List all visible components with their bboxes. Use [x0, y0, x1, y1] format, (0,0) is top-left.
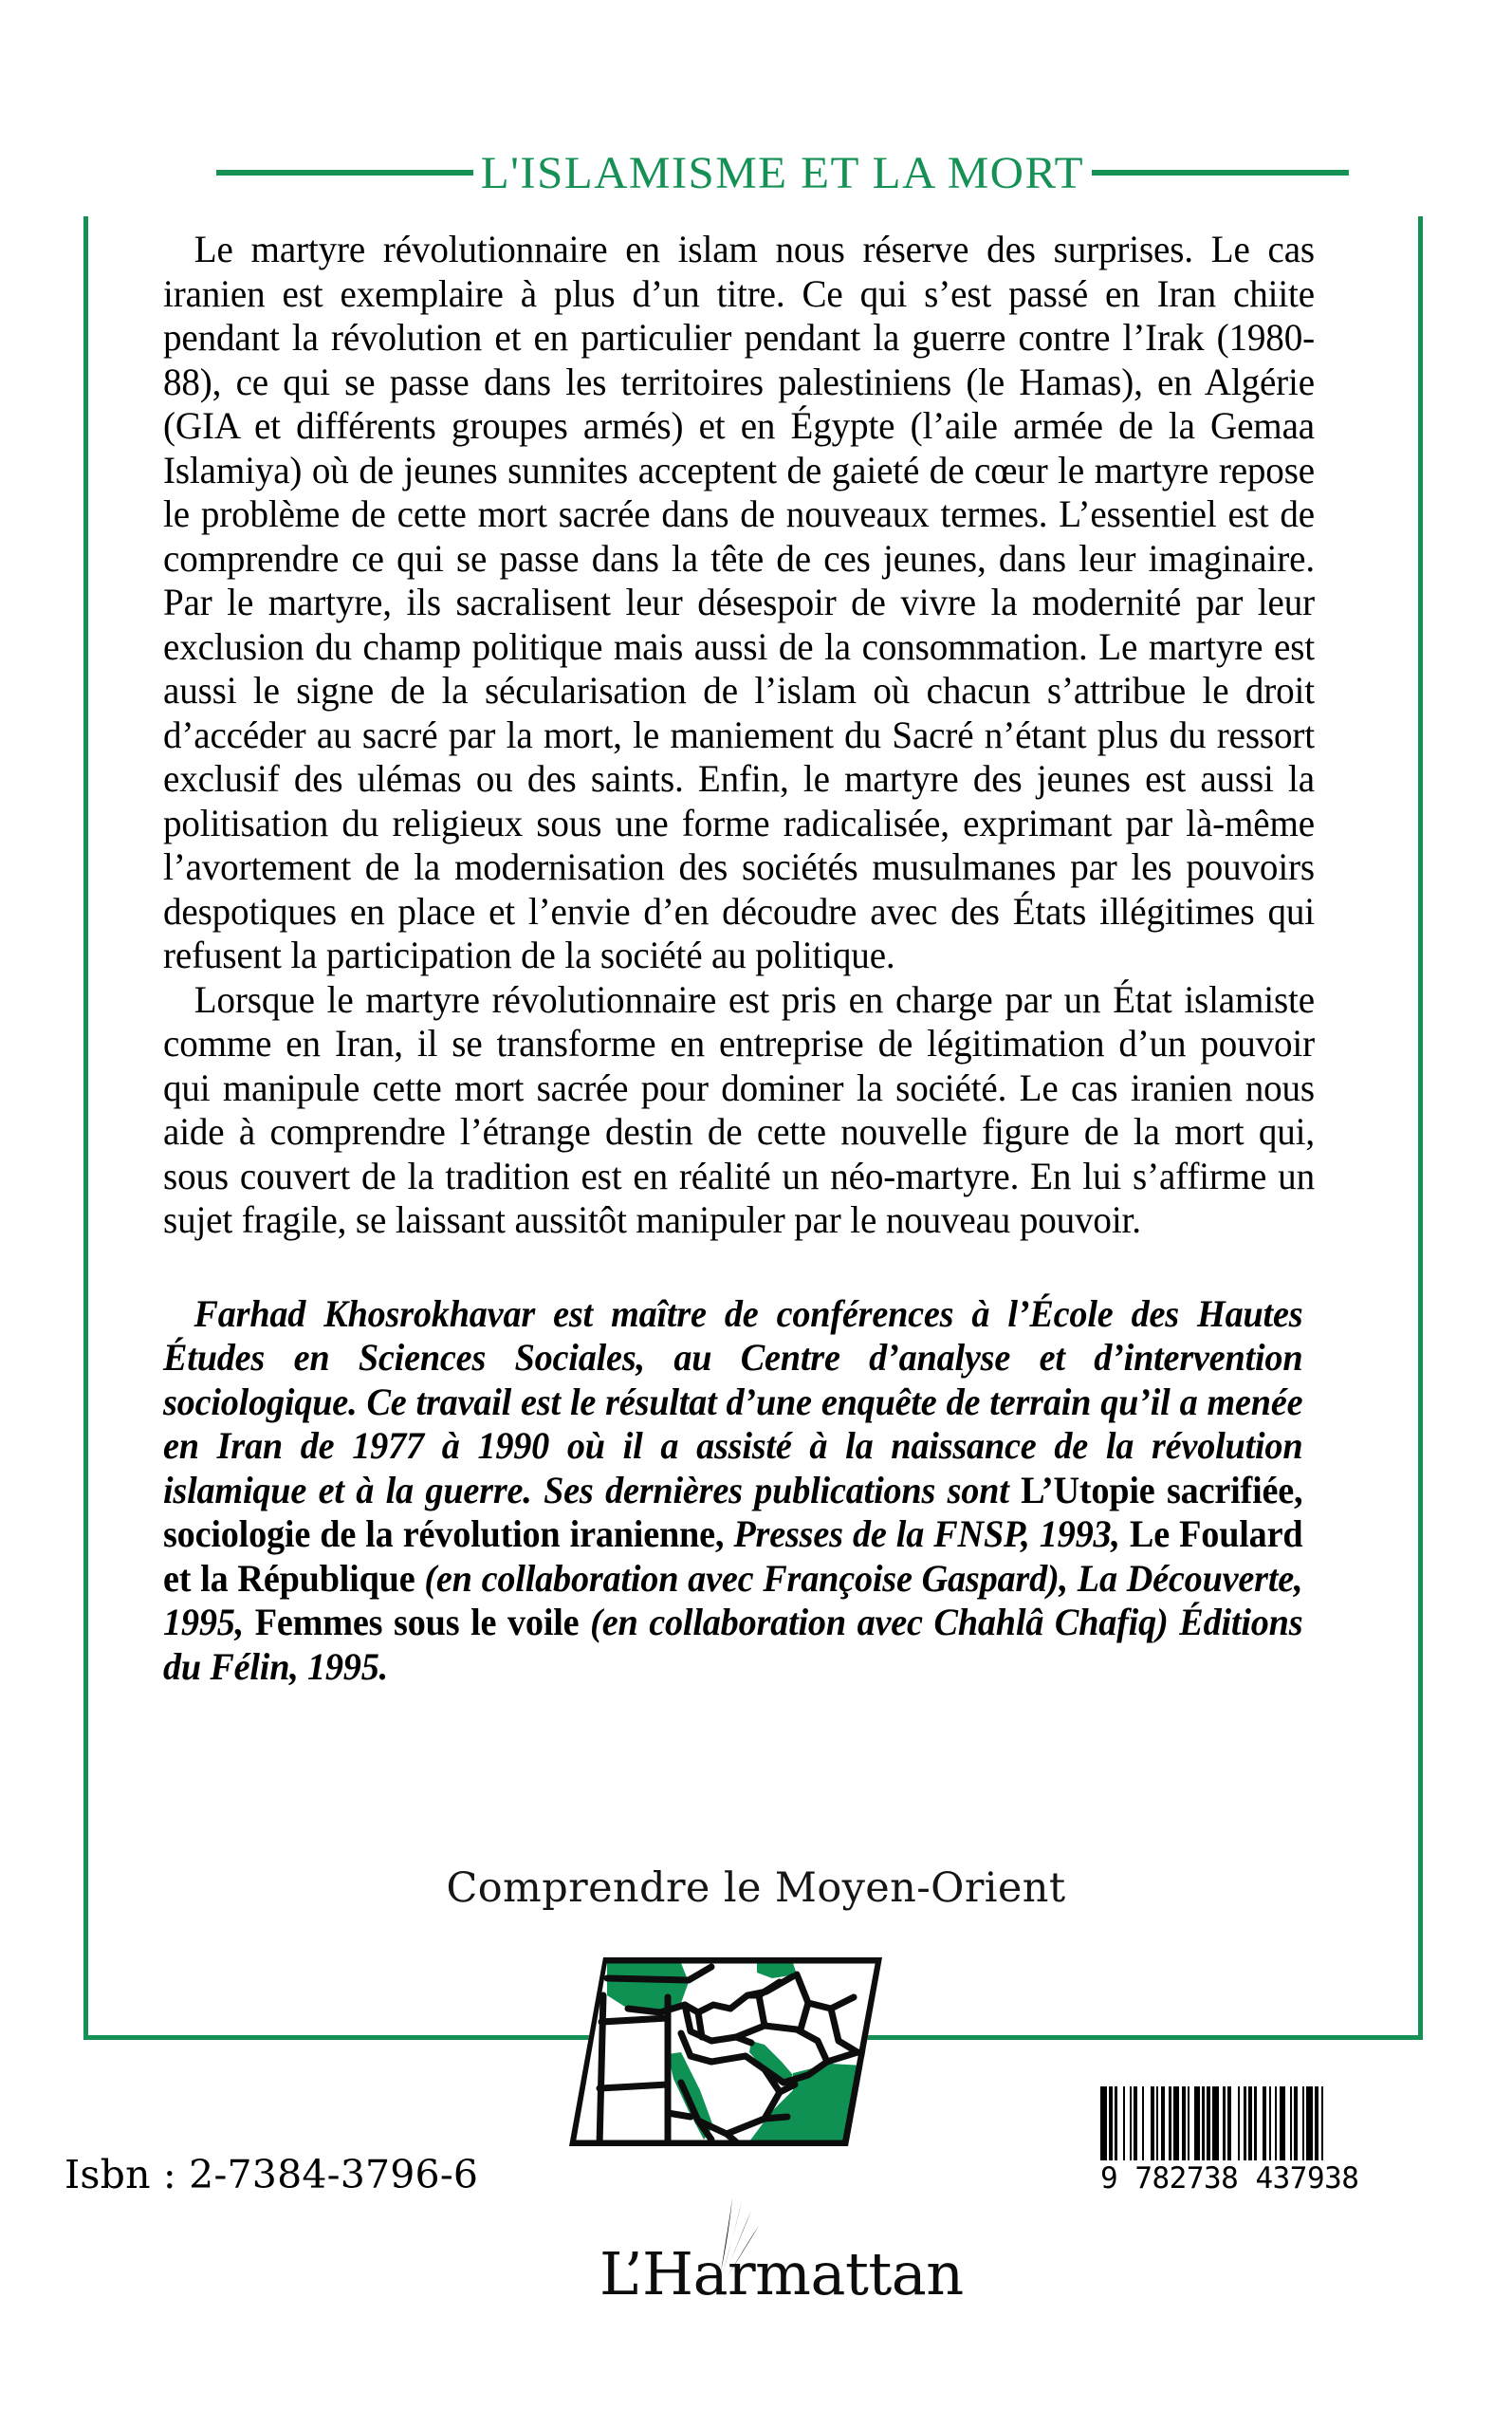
isbn-label: Isbn : 2-7384-3796-6	[65, 2152, 479, 2197]
publisher-name: L’Harmattan	[599, 2239, 964, 2308]
barcode-bar	[1323, 2086, 1325, 2160]
bio-segment-4: (en collaboration avec Chahlâ Chafiq) Éditions du Félin, 1995.	[163, 1601, 1303, 1688]
bio-segment-2: Presses de la FNSP, 1993,	[724, 1512, 1130, 1555]
publisher-logo	[599, 2218, 1007, 2361]
barcode-bar	[1257, 2086, 1263, 2160]
barcode-bar	[1117, 2086, 1124, 2160]
header-rule-right	[1092, 170, 1349, 176]
bio-book-title-1: L’Utopie sacrifiée, sociologie de la révolution iranienne,	[163, 1468, 1303, 1555]
series-name: Comprendre le Moyen-Orient	[446, 1864, 1066, 1912]
barcode-bar	[1194, 2086, 1201, 2160]
author-biography	[163, 1292, 1302, 1690]
header-rule-left	[216, 170, 473, 176]
ean13-barcode	[1100, 2086, 1394, 2196]
barcode-digits: 9 782738 437938	[1100, 2161, 1359, 2196]
barcode-bar	[1280, 2086, 1286, 2160]
bio-segment-1: Farhad Khosrokhavar est maître de conférences à l’École des Hautes Études en Sciences Sociales, au Centre d’analyse et d’intervention sociologique. Ce travail est le résultat d’une enquête de terrain qu’il a menée en Iran de 1977 à 1990 où il a assisté à la naissance de la révolution islamique et à la guerre. Ses dernières publications sont	[163, 1291, 1303, 1511]
barcode-bar	[1100, 2086, 1107, 2160]
barcode-bar	[1231, 2086, 1238, 2160]
bio-book-title-2: Le Foulard et la République	[163, 1512, 1303, 1600]
blurb-paragraph-2	[163, 978, 1315, 1243]
barcode-bar	[1144, 2086, 1151, 2160]
barcode-bar	[1212, 2086, 1219, 2160]
barcode-bar	[1306, 2086, 1313, 2160]
page-title: L'ISLAMISME ET LA MORT	[480, 147, 1085, 198]
blurb-paragraph-1	[163, 228, 1315, 978]
blurb-paragraph-1-text: Le martyre révolutionnaire en islam nous réserve des surprises. Le cas iranien est exemplaire à plus d’un titre. Ce qui s’est passé en Iran chiite pendant la révolution et en particulier pendant la guerre contre l’Irak (1980-88), ce qui se passe dans les territoires palestiniens (le Hamas), en Algérie (GIA et différents groupes armés) et en Égypte (l’aile armée de la Gemaa Islamiya) où de jeunes sunnites acceptent de gaieté de cœur le martyre repose le problème de cette mort sacrée dans de nouveaux termes. L’essentiel est de comprendre ce qui se passe dans la tête de ces jeunes, dans leur imaginaire. Par le martyre, ils sacralisent leur désespoir de vivre la modernité par leur exclusion du champ politique mais aussi de la consommation. Le martyre est aussi le signe de la sécularisation de l’islam où chacun s’attribue le droit d’accéder au sacré par la mort, le maniement du Sacré n’étant plus du ressort exclusif des ulémas ou des saints. Enfin, le martyre des jeunes est aussi la politisation du religieux sous une forme radicalisée, exprimant par là-même l’avortement de la modernisation des sociétés musulmanes par les pouvoirs despotiques en place et l’envie d’en découdre avec des États illégitimes qui refusent la participation de la société au politique.	[163, 228, 1315, 976]
barcode-bar	[1173, 2086, 1180, 2160]
bio-book-title-3: Femmes sous le voile	[254, 1601, 580, 1643]
page-header	[83, 129, 1423, 216]
middle-east-map-icon	[569, 1950, 882, 2154]
back-cover-text	[163, 228, 1356, 1689]
blurb-paragraph-2-text: Lorsque le martyre révolutionnaire est pris en charge par un État islamiste comme en Iran, il se transforme en entreprise de légitimation d’un pouvoir qui manipule cette mort sacrée pour dominer la société. Le cas iranien nous aide à comprendre l’étrange destin de cette nouvelle figure de la mort qui, sous couvert de la tradition est en réalité un néo-martyre. En lui s’affirme un sujet fragile, se laissant aussitôt manipuler par le nouveau pouvoir.	[163, 977, 1315, 1241]
bio-segment-3: (en collaboration avec Françoise Gaspard), La Découverte, 1995,	[163, 1556, 1303, 1643]
barcode-bars	[1100, 2086, 1394, 2160]
